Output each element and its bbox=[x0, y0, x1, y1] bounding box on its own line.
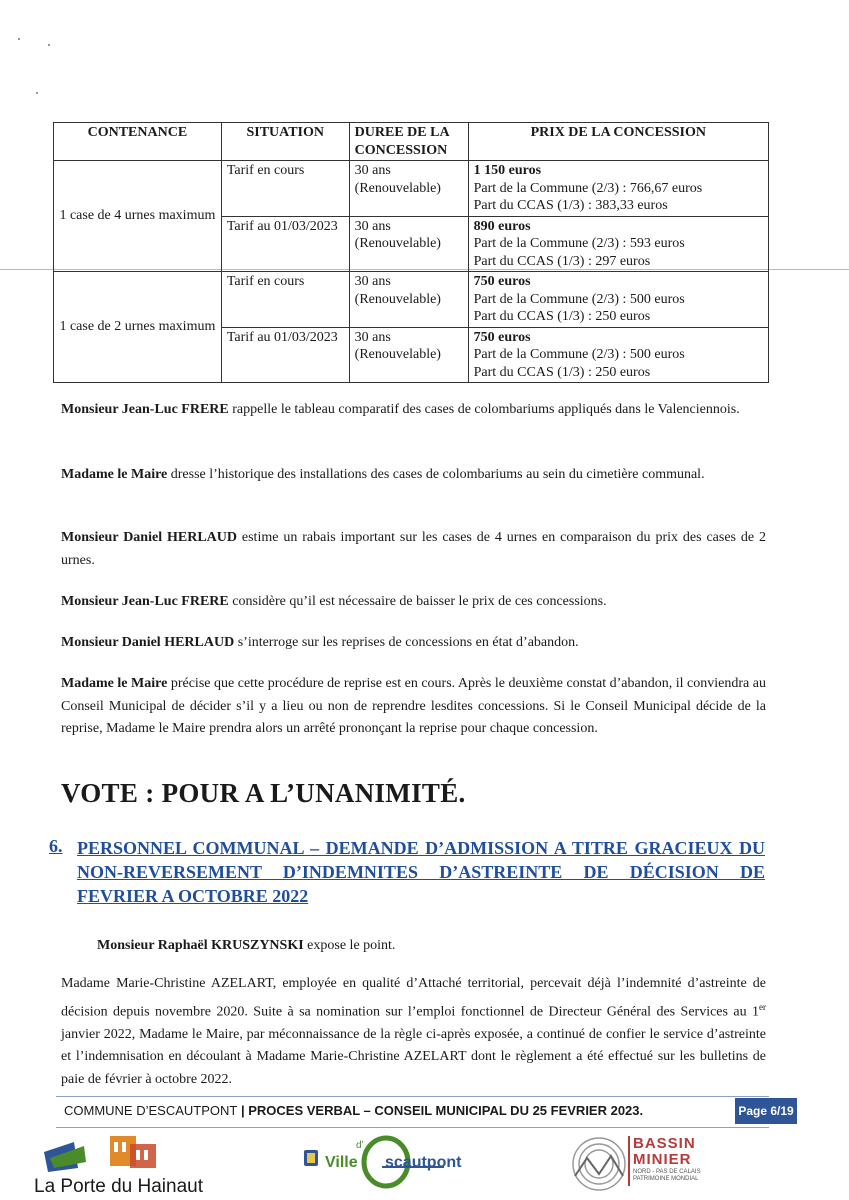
part-commune: Part de la Commune (2/3) : 766,67 euros bbox=[473, 180, 703, 196]
bassin-minier-logo bbox=[571, 1136, 721, 1200]
paragraph-maire-1 bbox=[61, 464, 766, 487]
part-commune: Part de la Commune (2/3) : 593 euros bbox=[473, 236, 685, 251]
speaker: Madame le Maire bbox=[61, 676, 168, 691]
scan-speck bbox=[18, 38, 20, 40]
paragraph-text: Madame Marie-Christine AZELART, employée en qualité d’Attaché territorial, percevait déjà l’indemnité d’astreinte de décision depuis novembre 2020. Suite à sa nomination sur l’emploi fonctionnel de Directeur Général des Services au 1 bbox=[61, 976, 766, 1020]
ville-escautpont-logo bbox=[296, 1132, 466, 1200]
prix-cell bbox=[468, 161, 768, 217]
situation-cell: Tarif au 01/03/2023 bbox=[221, 216, 349, 272]
part-commune: Part de la Commune (2/3) : 500 euros bbox=[473, 347, 685, 362]
speaker: Monsieur Daniel HERLAUD bbox=[61, 635, 235, 650]
part-ccas: Part du CCAS (1/3) : 250 euros bbox=[473, 309, 651, 324]
paragraph-frere-2 bbox=[61, 591, 766, 614]
bassin-logo-mark bbox=[571, 1136, 631, 1192]
footer-pv: PROCES VERBAL – CONSEIL MUNICIPAL DU 25 FEVRIER 2023. bbox=[248, 1103, 644, 1118]
ville-logo-d: d’ bbox=[356, 1140, 364, 1151]
paragraph-text: janvier 2022, Madame le Maire, par méconnaissance de la règle ci-après exposée, a continué de confier le service d’astreinte et l’indemnisation en découlant à Madame Marie-Christine AZELART dont le règlement a été effectué sur les bulletins de paie de février à octobre 2022. bbox=[61, 1026, 766, 1087]
superscript: er bbox=[759, 1001, 766, 1012]
header-contenance: CONTENANCE bbox=[54, 123, 222, 161]
bassin-logo-divider bbox=[628, 1136, 630, 1186]
footer-commune: COMMUNE D’ESCAUTPONT bbox=[64, 1103, 238, 1118]
section-number: 6. bbox=[49, 836, 63, 856]
expose-line bbox=[97, 935, 757, 958]
prix-total: 750 euros bbox=[473, 274, 531, 289]
paragraph-azelart bbox=[61, 973, 766, 1091]
vote-result: VOTE : POUR A L’UNANIMITÉ. bbox=[61, 778, 466, 808]
paragraph-maire-2 bbox=[61, 673, 766, 741]
bassin-logo-line3: NORD - PAS DE CALAIS bbox=[633, 1169, 701, 1175]
table-row bbox=[54, 161, 769, 217]
paragraph-text: rappelle le tableau comparatif des cases de colombariums appliqués dans le Valenciennois. bbox=[228, 402, 740, 417]
section-title: PERSONNEL COMMUNAL – DEMANDE D’ADMISSION A TITRE GRACIEUX DU NON-REVERSEMENT D’INDEMNITES D’ASTREINTE DE DÉCISION DE FEVRIER A OCTOBRE 2022 bbox=[77, 838, 765, 906]
prix-cell bbox=[468, 216, 768, 272]
speaker: Monsieur Jean-Luc FRERE bbox=[61, 594, 229, 609]
contenance-cell: 1 case de 2 urnes maximum bbox=[54, 272, 222, 383]
paragraph-text: dresse l’historique des installations des cases de colombariums au sein du cimetière communal. bbox=[167, 467, 705, 482]
situation-cell: Tarif en cours bbox=[221, 161, 349, 217]
paragraph-text: précise que cette procédure de reprise est en cours. Après le deuxième constat d’abandon, il conviendra au Conseil Municipal de décider s’il y a lieu ou non de reprendre lesdites concessions. Si le Conseil Municipal décide de la reprise, Madame le Maire prendra alors un arrêté prononçant la reprise pour chaque concession. bbox=[61, 676, 766, 736]
table-header-row bbox=[54, 123, 769, 161]
tarifs-table bbox=[53, 122, 769, 383]
paragraph-herlaud-2 bbox=[61, 632, 766, 655]
scan-speck bbox=[36, 92, 38, 94]
header-duree: DUREE DE LA CONCESSION bbox=[349, 123, 468, 161]
bassin-logo-line4: PATRIMOINE MONDIAL bbox=[633, 1176, 699, 1182]
situation-cell: Tarif en cours bbox=[221, 272, 349, 328]
porte-du-hainaut-logo bbox=[34, 1128, 224, 1200]
part-commune: Part de la Commune (2/3) : 500 euros bbox=[473, 291, 685, 307]
speaker: Monsieur Raphaël KRUSZYNSKI bbox=[97, 938, 304, 953]
speaker: Monsieur Daniel HERLAUD bbox=[61, 530, 237, 545]
ville-logo-text-right: scautpont bbox=[385, 1154, 462, 1171]
table-row bbox=[54, 272, 769, 328]
scan-speck bbox=[48, 44, 50, 46]
prix-total: 890 euros bbox=[473, 218, 531, 234]
porte-logo-mark bbox=[34, 1128, 164, 1176]
header-prix: PRIX DE LA CONCESSION bbox=[468, 123, 768, 161]
paragraph-herlaud-1 bbox=[61, 527, 766, 572]
duree-cell: 30 ans (Renouvelable) bbox=[349, 272, 468, 328]
part-ccas: Part du CCAS (1/3) : 250 euros bbox=[473, 364, 651, 380]
contenance-cell: 1 case de 4 urnes maximum bbox=[54, 161, 222, 272]
duree-cell: 30 ans (Renouvelable) bbox=[349, 161, 468, 217]
speaker: Monsieur Jean-Luc FRERE bbox=[61, 402, 229, 417]
paragraph-text: estime un rabais important sur les cases de 4 urnes en comparaison du prix des cases de 2 urnes. bbox=[61, 530, 767, 568]
page-number: Page 6/19 bbox=[735, 1098, 797, 1124]
porte-logo-text: La Porte du Hainaut bbox=[34, 1176, 204, 1197]
bassin-logo-line2: MINIER bbox=[633, 1151, 692, 1168]
paragraph-text: expose le point. bbox=[303, 938, 396, 953]
duree-cell: 30 ans (Renouvelable) bbox=[349, 216, 468, 272]
footer-text bbox=[64, 1103, 643, 1118]
paragraph-text: s’interroge sur les reprises de concessions en état d’abandon. bbox=[234, 635, 579, 650]
prix-cell bbox=[468, 272, 768, 328]
footer-separator: | bbox=[237, 1103, 249, 1118]
prix-total: 750 euros bbox=[473, 329, 531, 345]
speaker: Madame le Maire bbox=[61, 467, 168, 482]
paragraph-text: considère qu’il est nécessaire de baisser le prix de ces concessions. bbox=[228, 594, 607, 609]
ville-logo-text-left: Ville bbox=[325, 1154, 358, 1171]
paragraph-frere-1 bbox=[61, 399, 766, 422]
prix-total: 1 150 euros bbox=[473, 163, 542, 178]
prix-cell bbox=[468, 327, 768, 383]
part-ccas: Part du CCAS (1/3) : 297 euros bbox=[473, 253, 651, 269]
situation-cell: Tarif au 01/03/2023 bbox=[221, 327, 349, 383]
header-situation: SITUATION bbox=[221, 123, 349, 161]
bassin-logo-line1: BASSIN bbox=[633, 1135, 696, 1152]
part-ccas: Part du CCAS (1/3) : 383,33 euros bbox=[473, 198, 668, 213]
duree-cell: 30 ans (Renouvelable) bbox=[349, 327, 468, 383]
